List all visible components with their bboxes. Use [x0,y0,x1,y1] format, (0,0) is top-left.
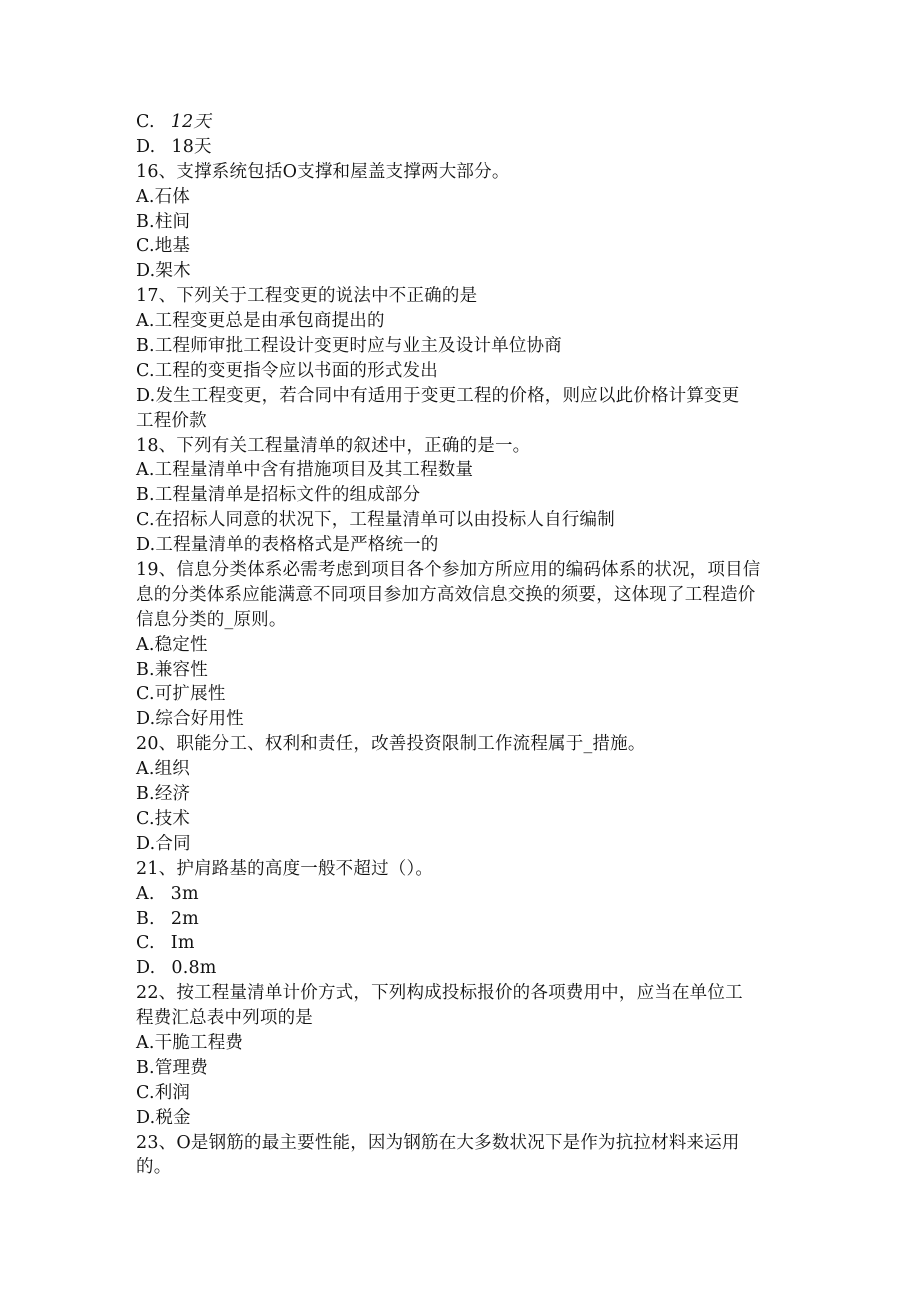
text-line [136,707,796,732]
line-text: C.技术 [136,808,191,829]
option-letter: A. [136,883,155,904]
option-text: 3m [170,883,199,904]
line-text: 21、护肩路基的高度一般不超过（）。 [136,858,434,879]
text-line [136,583,796,608]
text-line [136,533,796,558]
text-line [136,110,796,135]
line-text: C.工程的变更指令应以书面的形式发出 [136,360,438,381]
text-line [136,882,796,907]
text-line [136,284,796,309]
line-text: 程费汇总表中列项的是 [136,1008,313,1029]
text-line [136,956,796,981]
text-line [136,682,796,707]
text-line [136,160,796,185]
option-letter: C. [136,933,155,954]
text-line [136,732,796,757]
text-line [136,832,796,857]
text-line [136,409,796,434]
line-text: C.利润 [136,1082,191,1103]
text-line [136,185,796,210]
text-line [136,1131,796,1156]
text-line [136,384,796,409]
option-letter: D. [136,136,156,157]
line-text: B.工程量清单是招标文件的组成部分 [136,485,421,506]
text-line [136,1056,796,1081]
line-text: B.工程师审批工程设计变更时应与业主及设计单位协商 [136,336,562,357]
option-letter: C. [136,112,155,132]
text-line [136,483,796,508]
line-text: A.稳定性 [136,634,208,655]
line-text: 20、职能分工、权利和责任，改善投资限制工作流程属于_措施。 [136,734,646,755]
option-letter: B. [136,908,155,929]
option-text: Im [170,933,195,954]
line-text: B.兼容性 [136,659,208,680]
text-line [136,334,796,359]
line-text: 17、下列关于工程变更的说法中不正确的是 [136,286,478,307]
text-line [136,558,796,583]
text-line [136,981,796,1006]
text-line [136,608,796,633]
line-text: A.石体 [136,186,191,207]
line-text: 信息分类的_原则。 [136,609,287,630]
line-text: A.工程量清单中含有措施项目及其工程数量 [136,460,474,481]
text-line [136,1081,796,1106]
line-text: C.在招标人同意的状况下，工程量清单可以由投标人自行编制 [136,510,615,531]
line-text: B.管理费 [136,1057,208,1078]
option-text: 0.8m [171,958,217,979]
text-line [136,1031,796,1056]
text-line [136,807,796,832]
text-line [136,1155,796,1180]
line-text: D.架木 [136,261,191,282]
text-line [136,508,796,533]
text-line [136,458,796,483]
document-body [136,110,796,1180]
line-text: C.可扩展性 [136,684,226,705]
line-text: B.经济 [136,784,191,805]
line-text: 工程价款 [136,410,207,431]
line-text: 16、支撑系统包括O支撑和屋盖支撑两大部分。 [136,161,510,182]
option-text: 12天 [170,112,212,132]
text-line [136,1106,796,1131]
option-text: 18天 [171,136,212,157]
line-text: A.干脆工程费 [136,1032,244,1053]
line-text: 息的分类体系应能满意不同项目参加方高效信息交换的须要，这体现了工程造价 [136,584,756,605]
line-text: D.发生工程变更，若合同中有适用于变更工程的价格，则应以此价格计算变更 [136,385,740,406]
text-line [136,658,796,683]
text-line [136,782,796,807]
line-text: D.工程量清单的表格格式是严格统一的 [136,535,439,556]
text-line [136,633,796,658]
line-text: C.地基 [136,236,191,257]
text-line [136,857,796,882]
text-line [136,234,796,259]
line-text: D.综合好用性 [136,709,244,730]
line-text: D.合同 [136,833,191,854]
text-line [136,359,796,384]
line-text: A.组织 [136,759,191,780]
text-line [136,907,796,932]
text-line [136,309,796,334]
text-line [136,210,796,235]
line-text: B.柱间 [136,211,191,232]
line-text: 19、信息分类体系必需考虑到项目各个参加方所应用的编码体系的状况，项目信 [136,560,761,581]
text-line [136,931,796,956]
text-line [136,1006,796,1031]
line-text: 的。 [136,1157,172,1178]
text-line [136,135,796,160]
text-line [136,434,796,459]
line-text: D.税金 [136,1107,191,1128]
option-letter: D. [136,958,156,979]
option-text: 2m [170,908,199,929]
line-text: 22、按工程量清单计价方式，下列构成投标报价的各项费用中，应当在单位工 [136,983,743,1004]
line-text: A.工程变更总是由承包商提出的 [136,311,385,332]
line-text: 18、下列有关工程量清单的叙述中，正确的是一。 [136,435,531,456]
text-line [136,259,796,284]
line-text: 23、O是钢筋的最主要性能，因为钢筋在大多数状况下是作为抗拉材料来运用 [136,1132,740,1153]
text-line [136,757,796,782]
